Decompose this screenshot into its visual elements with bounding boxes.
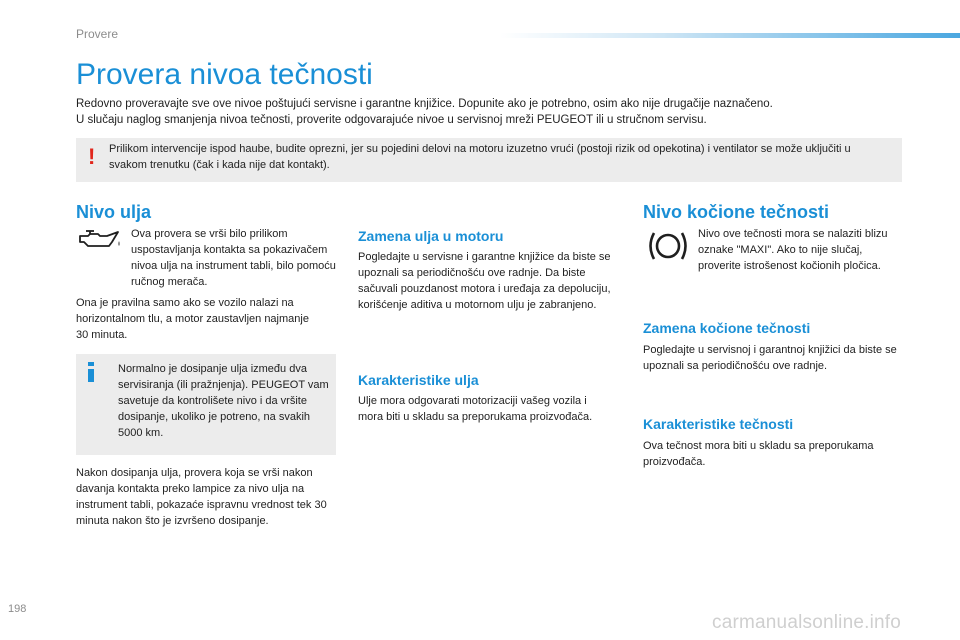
oil-level-paragraph-1: Ona je pravilna samo ako se vozilo nalazi na horizontalnom tlu, a motor zaustavljen najmanje 30 minuta. <box>76 297 309 341</box>
oil-change-text: Pogledajte u servisne i garantne knjižice da biste se upoznali sa periodičnošću ove radnje. Da biste sačuvali pouzdanost motora i uređaja za depoluciju, korišćenje aditiva u motornom ulju je zabranjeno. <box>358 251 611 311</box>
header-accent-bar <box>500 33 960 38</box>
page-title: Provera nivoa tečnosti <box>76 58 373 91</box>
page-number: 198 <box>8 603 27 615</box>
brake-change-heading: Zamena kočione tečnosti <box>643 320 811 336</box>
warning-exclamation-icon: ! <box>88 144 96 169</box>
watermark: carmanualsonline.info <box>712 612 902 633</box>
oil-spec-heading: Karakteristike ulja <box>358 372 479 388</box>
oil-level-heading: Nivo ulja <box>76 202 152 222</box>
oil-level-icon-text: Ova provera se vrši bilo prilikom uspostavljanja kontakta sa pokazivačem nivoa ulja na instrument tabli, bilo pomoću ručnog merača. <box>131 228 336 288</box>
info-icon <box>88 362 94 382</box>
brake-level-heading: Nivo kočione tečnosti <box>643 202 830 222</box>
intro-text <box>76 96 896 128</box>
brake-level-icon-text: Nivo ove tečnosti mora se nalaziti blizu oznake "MAXI". Ako to nije slučaj, proverite istrošenost kočionih pločica. <box>698 228 888 272</box>
intro-line-2: U slučaju naglog smanjenja nivoa tečnosti, proverite odgovarajuće nivoe u servisnoj mreži PEUGEOT ili u stručnom servisu. <box>76 114 707 126</box>
brake-spec-heading: Karakteristike tečnosti <box>643 416 794 432</box>
intro-line-1: Redovno proveravajte sve ove nivoe poštujući servisne i garantne knjižice. Dopunite ako je potrebno, osim ako nije drugačije naznačeno. <box>76 98 773 110</box>
oil-info-text: Normalno je dosipanje ulja između dva servisiranja (ili pražnjenja). PEUGEOT vam savetuje da kontrolišete nivo i da vršite dosipanje, ukoliko je potreno, na svakih 5000 km. <box>118 363 329 439</box>
brake-spec-text: Ova tečnost mora biti u skladu sa preporukama proizvođača. <box>643 440 874 468</box>
oil-level-paragraph-2: Nakon dosipanja ulja, provera koja se vrši nakon davanja kontakta preko lampice za nivo ulja na instrument tabli, pokazaće ispravnu vrednost tek 30 minuta nakon što je izvršeno dosipanje. <box>76 467 327 527</box>
warning-box <box>76 138 902 182</box>
oil-spec-text: Ulje mora odgovarati motorizaciji vašeg vozila i mora biti u skladu sa preporukama proizvođača. <box>358 395 593 423</box>
brake-warning-icon <box>645 226 691 266</box>
brake-change-text: Pogledajte u servisnoj i garantnoj knjižici da biste se upoznali sa periodičnošću ove radnje. <box>643 344 897 372</box>
warning-text: Prilikom intervencije ispod haube, budite oprezni, jer su pojedini delovi na motoru izuzetno vrući (postoji rizik od opekotina) i ventilator se može uključiti u svakom trenutku (čak i kada nije dat kontakt). <box>109 143 851 171</box>
oil-change-heading: Zamena ulja u motoru <box>358 228 504 244</box>
header-section-label: Provere <box>76 27 119 41</box>
oil-can-icon <box>76 228 122 250</box>
oil-info-box <box>76 354 336 455</box>
